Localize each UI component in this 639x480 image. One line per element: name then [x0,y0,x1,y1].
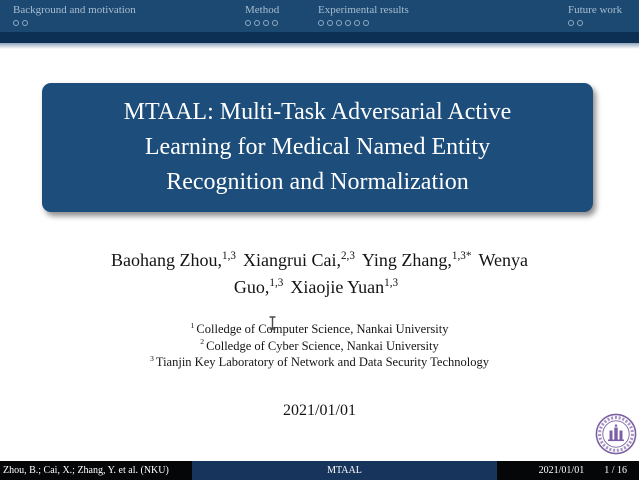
frame-dot[interactable] [318,20,324,26]
nav-section-dots[interactable] [245,20,281,27]
nav-section-label[interactable]: Experimental results [318,4,409,16]
footer-short-title: MTAAL [192,461,497,480]
nav-section-method[interactable] [245,4,281,27]
text-ibeam-cursor [268,316,277,330]
frame-dot[interactable] [363,20,369,26]
author-name: Baohang Zhou, [111,250,223,270]
nav-section-future-work[interactable] [568,4,622,27]
author-name: Xiaojie Yuan [290,277,385,297]
author-affil-sup: 1,3 [222,250,236,262]
frame-dot[interactable] [336,20,342,26]
affiliation-line [0,354,639,371]
affiliation-text: Tianjin Key Laboratory of Network and Data Security Technology [155,355,489,369]
author-affil-sup: 1,3 [269,277,284,289]
nav-section-experimental-results[interactable] [318,4,409,27]
frame-dot[interactable] [22,20,28,26]
author-name: Ying Zhang, [361,250,452,270]
affiliation-sup: 1 [190,320,195,330]
affiliations-block [0,321,639,371]
author-affil-sup: 2,3 [340,250,355,262]
frame-dot[interactable] [577,20,583,26]
title-line: Learning for Medical Named Entity [144,134,491,160]
nav-section-dots[interactable] [568,20,622,27]
title-line: MTAAL: Multi-Task Adversarial Active [123,99,512,125]
affiliation-sup: 2 [200,337,205,347]
footer-page-number: 1 / 16 [604,465,627,476]
frame-dot[interactable] [263,20,269,26]
nav-section-dots[interactable] [318,20,409,27]
nav-section-label[interactable]: Background and motivation [13,4,136,16]
author [290,277,398,297]
authors-block [80,247,560,301]
frame-dot[interactable] [327,20,333,26]
header-shading [0,43,639,50]
author [243,250,355,270]
title-box [42,83,593,212]
frame-dot[interactable] [345,20,351,26]
frame-dot[interactable] [245,20,251,26]
footer-date: 2021/01/01 [538,465,585,476]
nav-section-label[interactable]: Future work [568,4,623,16]
author-name: Wenya Guo, [233,250,528,297]
footer-bar [0,461,639,480]
author [362,250,472,270]
frame-dot[interactable] [272,20,278,26]
affiliation-line [0,321,639,338]
nav-section-background-and-motivation[interactable] [13,4,136,27]
header-divider-band [0,32,639,43]
nav-section-label[interactable]: Method [245,4,280,16]
footer-date-page [497,461,639,480]
nav-section-dots[interactable] [13,20,136,27]
footer-authors-short: Zhou, B.; Cai, X.; Zhang, Y. et al. (NKU) [0,461,192,480]
frame-dot[interactable] [254,20,260,26]
affiliation-text: Colledge of Computer Science, Nankai University [196,322,449,336]
author-affil-sup: 1,3 [384,277,399,289]
author-affil-sup: 1,3* [451,250,472,262]
university-seal-logo [595,411,637,457]
frame-dot[interactable] [13,20,19,26]
author-name: Xiangrui Cai, [242,250,341,270]
author [111,250,236,270]
affiliation-text: Colledge of Cyber Science, Nankai University [206,338,439,353]
frame-dot[interactable] [354,20,360,26]
slide-date: 2021/01/01 [283,402,356,419]
affiliation-sup: 3 [150,353,154,363]
frame-dot[interactable] [568,20,574,26]
title-line: Recognition and Normalization [166,169,469,195]
affiliation-line [0,338,639,355]
